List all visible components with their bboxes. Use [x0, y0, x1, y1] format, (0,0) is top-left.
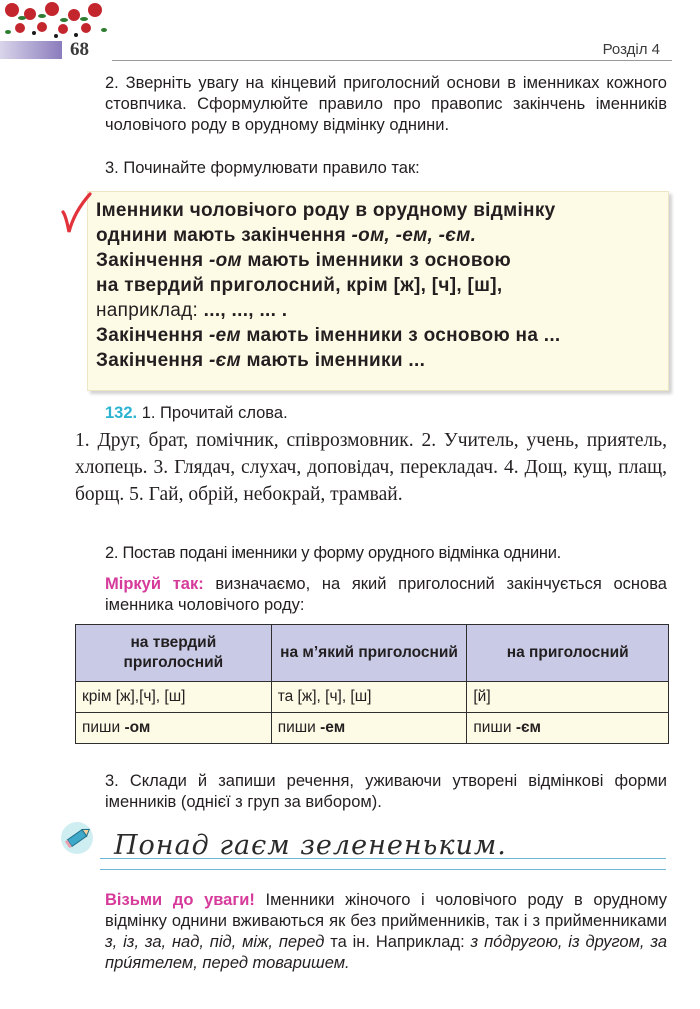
- exercise-task-2: 2. Постав подані іменники у форму орудного відмінка однини.: [105, 544, 561, 562]
- table-row: [76, 713, 669, 744]
- instruction-item-3: 3. Починайте формулювати правило так:: [105, 159, 420, 177]
- checkmark-icon: [60, 192, 92, 236]
- instruction-item-2: 2. Зверніть увагу на кінцевий приголосний основи в іменниках кожного стовпчика. Сформулюйте правило про правопис закінчень іменників чоловічого роду в орудному відмінку однини.: [105, 74, 667, 134]
- rule-line: Іменники чоловічого роду в орудному відмінку: [96, 200, 556, 221]
- think-label: Міркуй так:: [105, 575, 204, 593]
- note-examples: з пóдругою, із другом, за прúятелем, перед товаришем.: [105, 933, 668, 972]
- exercise-task-3: 3. Склади й запиши речення, уживаючи утворені відмінкові форми іменників (однієї з груп за вибором).: [105, 772, 667, 811]
- rule-line: Закінчення -ом мають іменники з основою: [96, 250, 512, 271]
- table-header-row: [76, 625, 669, 682]
- header-divider: [112, 60, 672, 61]
- page-number: 68: [70, 39, 89, 60]
- table-cell: та [ж], [ч], [ш]: [271, 682, 467, 713]
- rule-line: на твердий приголосний, крім [ж], [ч], [ш],: [96, 275, 503, 296]
- table-header-cell: на приголосний: [467, 625, 669, 682]
- table-row: [76, 682, 669, 713]
- table-cell: [й]: [467, 682, 669, 713]
- table-cell: пиши -єм: [467, 713, 669, 744]
- table-header-cell: на твердий приголосний: [76, 625, 272, 682]
- section-label: Розділ 4: [602, 41, 660, 58]
- exercise-number: 132.: [105, 404, 138, 422]
- pencil-icon: [60, 818, 94, 858]
- table-cell: крім [ж],[ч], [ш]: [76, 682, 272, 713]
- rule-line: Закінчення -ем мають іменники з основою на ...: [96, 325, 561, 346]
- note-label: Візьми до уваги!: [105, 891, 255, 909]
- handwriting-sample: Понад гаєм зелененьким.: [114, 830, 507, 861]
- handwriting-baseline: [100, 869, 666, 870]
- note-prepositions: з, із, за, над, під, між, перед: [105, 933, 325, 951]
- rule-text: [96, 198, 646, 373]
- think-hint: [105, 574, 667, 616]
- endings-table: [75, 624, 669, 744]
- rule-line: однини мають закінчення -ом, -ем, -єм.: [96, 225, 477, 246]
- think-text: визначаємо, на який приголосний закінчується основа іменника чоловічого роду:: [105, 575, 667, 614]
- exercise-task-1: 1. Прочитай слова.: [137, 404, 288, 422]
- note-block: Візьми до уваги! Іменники жіночого і чоловічого роду в орудному відмінку однини вживаються як без прийменників, так і з прийменниками з, із, за, над, під, між, перед та ін. Наприклад: з пóдругою, із другом, за прúятелем, перед товаришем.: [105, 891, 668, 972]
- word-list: 1. Друг, брат, помічник, співрозмовник. 2. Учитель, учень, приятель, хлопець. 3. Глядач, слухач, доповідач, перекладач. 4. Дощ, кущ, плащ, борщ. 5. Гай, обрій, небокрай, трамвай.: [75, 430, 667, 505]
- rule-line: наприклад: ..., ..., ... .: [96, 300, 288, 321]
- rule-line: Закінчення -єм мають іменники ...: [96, 350, 426, 371]
- ornament-decoration: [0, 0, 112, 40]
- table-cell: пиши -ом: [76, 713, 272, 744]
- header-bar: [0, 41, 62, 59]
- table-header-cell: на м’який приголосний: [271, 625, 467, 682]
- table-cell: пиши -ем: [271, 713, 467, 744]
- exercise-header: [105, 403, 665, 424]
